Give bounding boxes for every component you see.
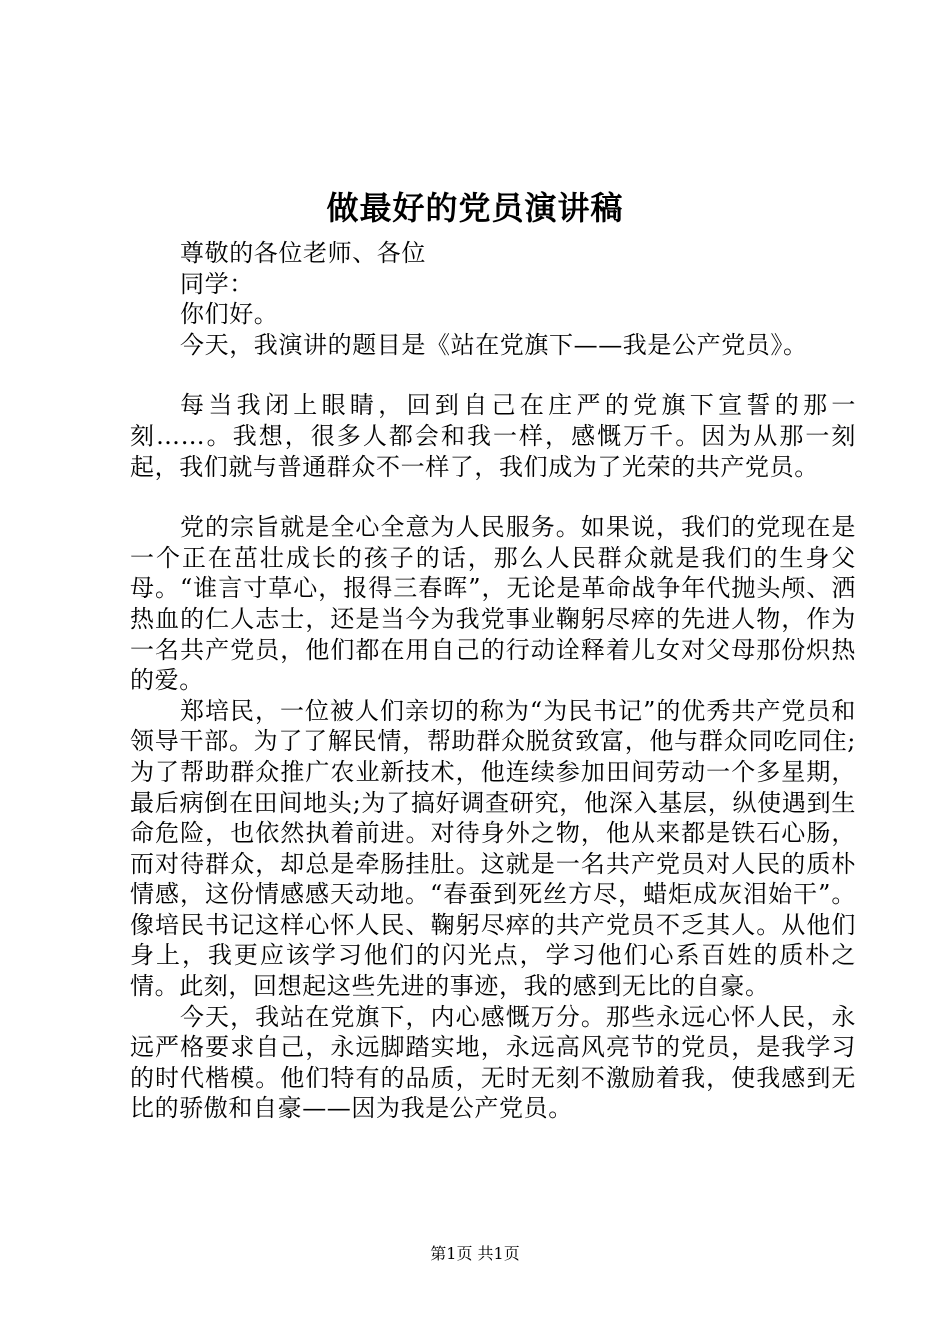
- topic-paragraph: 今天，我演讲的题目是《站在党旗下——我是公产党员》。: [180, 330, 808, 359]
- page-number-footer: 第1页 共1页: [430, 1244, 520, 1263]
- salutation-line-1: 尊敬的各位老师、各位: [180, 239, 426, 267]
- closing-paragraph: 今天，我站在党旗下，内心感慨万分。那些永远心怀人民，永远严格要求自己，永远脚踏实地，永远高风亮节的党员，是我学习的时代楷模。他们特有的品质，无时无刻不激励着我，使我感到无比的骄傲和自豪——因为我是公产党员。: [130, 1002, 856, 1123]
- body-paragraph: 每当我闭上眼睛，回到自己在庄严的党旗下宣誓的那一刻……。我想，很多人都会和我一样，感慨万千。因为从那一刻起，我们就与普通群众不一样了，我们成为了光荣的共产党员。: [130, 391, 856, 481]
- document-title: 做最好的党员演讲稿: [326, 189, 624, 227]
- greeting-paragraph: 你们好。: [180, 300, 279, 329]
- body-paragraph: 郑培民，一位被人们亲切的称为“为民书记”的优秀共产党员和领导干部。为了了解民情，帮助群众脱贫致富，他与群众同吃同住;为了帮助群众推广农业新技术，他连续参加田间劳动一个多星期，最后病倒在田间地头;为了搞好调查研究，他深入基层，纵使遇到生命危险，也依然执着前进。对待身外之物，他从来都是铁石心肠，而对待群众，却总是牵肠挂肚。这就是一名共产党员对人民的质朴情感，这份情感感天动地。“春蚕到死丝方尽，蜡炬成灰泪始干”。像培民书记这样心怀人民、鞠躬尽瘁的共产党员不乏其人。从他们身上，我更应该学习他们的闪光点，学习他们心系百姓的质朴之情。此刻，回想起这些先进的事迹，我的感到无比的自豪。: [130, 696, 856, 1001]
- salutation-line-2: 同学：: [180, 269, 254, 298]
- document-body: [130, 238, 856, 1124]
- body-paragraph: 党的宗旨就是全心全意为人民服务。如果说，我们的党现在是一个正在茁壮成长的孩子的话，那么人民群众就是我们的生身父母。“谁言寸草心，报得三春晖”，无论是革命战争年代抛头颅、洒热血的仁人志士，还是当今为我党事业鞠躬尽瘁的先进人物，作为一名共产党员，他们都在用自己的行动诠释着儿女对父母那份炽热的爱。: [130, 513, 856, 695]
